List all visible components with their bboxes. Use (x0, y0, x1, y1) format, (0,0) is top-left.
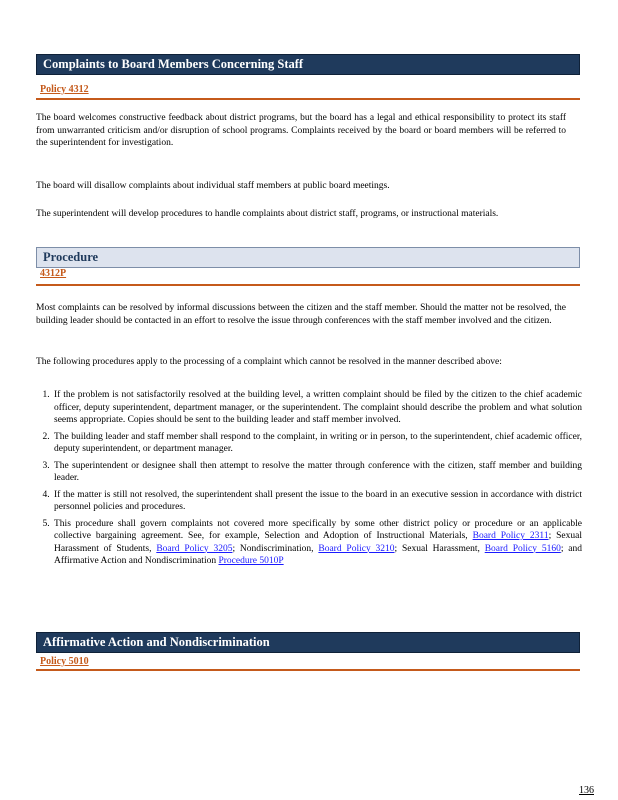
section-banner-procedure (36, 247, 580, 268)
body-paragraph: Most complaints can be resolved by informal discussions between the citizen and the staff member. Should the matter not be resolved, the building leader should be contacted in an effort to resolve the issue through conferences with the staff member involved and the citizen. (36, 303, 566, 326)
policy-label-4312[interactable]: Policy 4312 (40, 84, 89, 95)
list-item: 1. If the problem is not satisfactorily resolved at the building level, a written complaint should be filed by the citizen to the chief academic officer, deputy superintendent, department manager, or the superintendent. The complaint should describe the problem and what solution seems appropriate. Copies should be sent to the building leader and staff member involved. (52, 389, 582, 427)
body-paragraph: The board welcomes constructive feedback about district programs, but the board has a legal and ethical responsibility to protect its staff from unwarranted criticism and/or disruption of school programs. Complaints received by the board or board members will be referred to the superintendent for investigation. (36, 113, 566, 148)
section-title: Affirmative Action and Nondiscrimination (43, 635, 270, 649)
section-divider (36, 284, 580, 286)
list-item: 4. If the matter is still not resolved, the superintendent shall present the issue to the board in an executive session in accordance with district personnel policies and procedures. (52, 489, 582, 514)
section-title: Complaints to Board Members Concerning Staff (43, 57, 304, 71)
item-text: ; Sexual Harassment, (394, 543, 485, 554)
list-item (52, 518, 582, 568)
section-banner-affirmative-action (36, 632, 580, 653)
procedure-list (36, 389, 582, 572)
policy-label-5010[interactable]: Policy 5010 (40, 656, 89, 667)
section-divider (36, 669, 580, 671)
body-paragraph: The superintendent will develop procedures to handle complaints about district staff, programs, or instructional materials. (36, 209, 499, 219)
board-policy-5160-link[interactable]: Board Policy 5160 (484, 543, 561, 554)
body-paragraph: The following procedures apply to the processing of a complaint which cannot be resolved in the manner described above: (36, 357, 502, 367)
list-item: 3. The superintendent or designee shall then attempt to resolve the matter through conference with the citizen, staff member and building leader. (52, 460, 582, 485)
item-text: ; Nondiscrimination, (232, 543, 319, 554)
board-policy-2311-link[interactable]: Board Policy 2311 (472, 531, 549, 541)
body-paragraph: The board will disallow complaints about individual staff members at public board meetings. (36, 181, 390, 191)
section-banner-complaints (36, 54, 580, 75)
board-policy-3205-link[interactable]: Board Policy 3205 (156, 543, 233, 554)
item-text: This procedure shall govern complaints not covered more specifically by some other district policy or procedure or an applicable collective bargaining agreement. See, for example, Selection and Adoption of Instructional Materials, (54, 518, 582, 541)
procedure-label-4312p[interactable]: 4312P (40, 268, 67, 279)
section-divider (36, 98, 580, 100)
procedure-5010p-link[interactable]: Procedure 5010P (218, 556, 284, 566)
page-number: 136 (579, 785, 594, 796)
item-text: ; Sexual Harassment of Students, (54, 531, 582, 554)
item-text: ; and Affirmative Action and Nondiscrimination (54, 543, 583, 566)
section-title: Procedure (43, 250, 99, 264)
board-policy-3210-link[interactable]: Board Policy 3210 (318, 543, 395, 554)
list-item: 2. The building leader and staff member shall respond to the complaint, in writing or in person, to the superintendent, chief academic officer, deputy superintendent, or department manager. (52, 431, 582, 456)
